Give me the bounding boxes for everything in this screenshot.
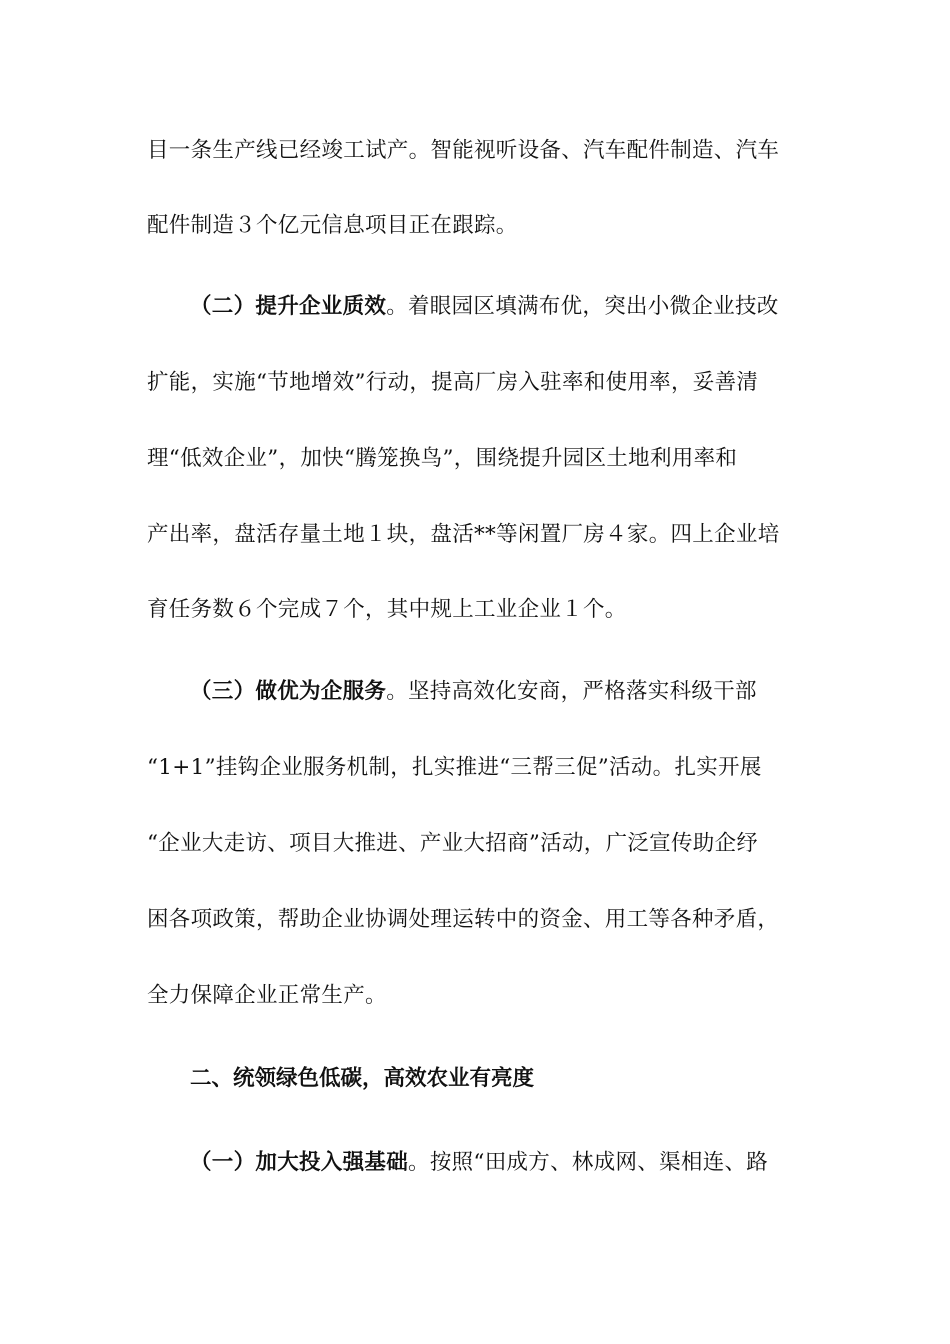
paragraph-line: 目一条生产线已经竣工试产。智能视听设备、汽车配件制造、汽车 bbox=[147, 138, 780, 163]
paragraph-line bbox=[190, 677, 860, 707]
subsection-title: （三）做优为企服务 bbox=[190, 679, 387, 704]
section-heading: 二、统领绿色低碳，高效农业有亮度 bbox=[190, 1066, 535, 1091]
paragraph-text: 。按照“田成方、林成网、渠相连、路 bbox=[408, 1150, 769, 1175]
paragraph-text: 。坚持高效化安商，严格落实科级干部 bbox=[386, 679, 757, 704]
paragraph-line bbox=[190, 292, 860, 322]
paragraph-line: 全力保障企业正常生产。 bbox=[147, 983, 387, 1008]
paragraph-text: 。着眼园区填满布优，突出小微企业技改 bbox=[386, 294, 779, 319]
paragraph-line bbox=[190, 1148, 860, 1178]
paragraph-line: 产出率，盘活存量土地１块，盘活**等闲置厂房４家。四上企业培 bbox=[147, 522, 780, 547]
subsection-title: （一）加大投入强基础 bbox=[190, 1150, 409, 1175]
subsection-title: （二）提升企业质效 bbox=[190, 294, 387, 319]
paragraph-line: 育任务数６个完成７个，其中规上工业企业１个。 bbox=[147, 597, 627, 622]
paragraph-line: “1+1”挂钩企业服务机制，扎实推进“三帮三促”活动。扎实开展 bbox=[147, 755, 762, 780]
paragraph-line: 扩能，实施“节地增效”行动，提高厂房入驻率和使用率，妥善清 bbox=[147, 370, 759, 395]
paragraph-line: 困各项政策，帮助企业协调处理运转中的资金、用工等各种矛盾， bbox=[147, 907, 780, 932]
paragraph-line: 理“低效企业”，加快“腾笼换鸟”，围绕提升园区土地利用率和 bbox=[147, 446, 738, 471]
paragraph-line: 配件制造３个亿元信息项目正在跟踪。 bbox=[147, 213, 518, 238]
paragraph-line: “企业大走访、项目大推进、产业大招商”活动，广泛宣传助企纾 bbox=[147, 831, 759, 856]
